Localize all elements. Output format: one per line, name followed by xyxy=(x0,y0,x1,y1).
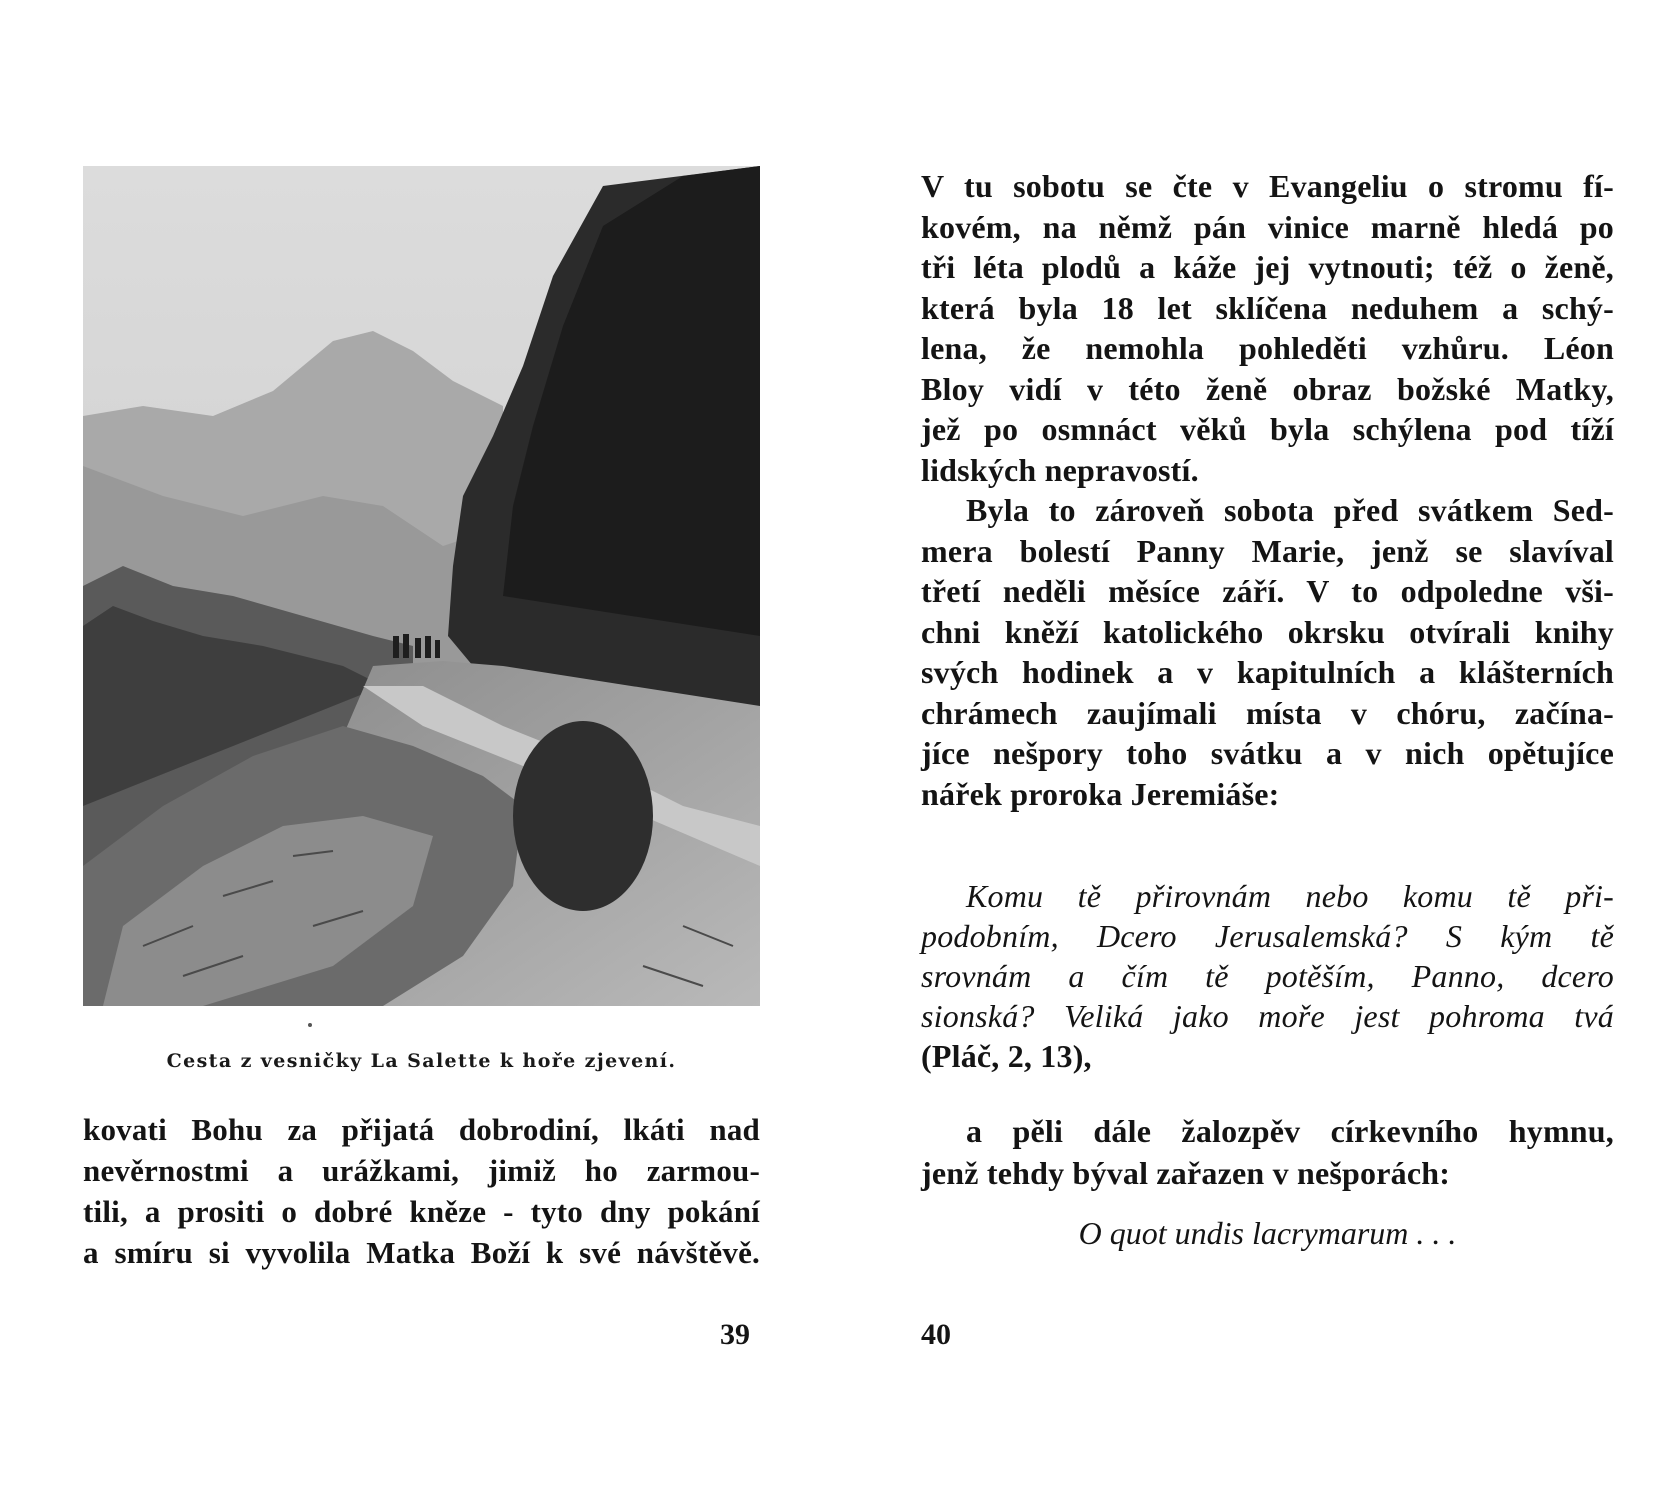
text-line: a pěli dále žalozpěv církevního hymnu, xyxy=(966,1113,1614,1149)
text-line: V tu sobotu se čte v Evangeliu o stromu fí- xyxy=(921,168,1614,204)
text-line: jež po osmnáct věků byla schýlena pod tíží xyxy=(921,411,1614,447)
page-number: 39 xyxy=(720,1318,750,1351)
text-line: nevěrnostmi a urážkami, jimiž ho zarmou- xyxy=(83,1153,760,1188)
text-line: jíce nešpory toho svátku a v nich opětujíce xyxy=(921,735,1614,771)
text-line: jenž tehdy býval zařazen v nešporách: xyxy=(921,1155,1451,1191)
scripture-quote xyxy=(921,876,1614,1076)
text-line: a smíru si vyvolila Matka Boží k své návštěvě. xyxy=(83,1235,760,1270)
text-line: která byla 18 let sklíčena neduhem a schý- xyxy=(921,289,1614,326)
quote-line: srovnám a čím tě potěším, Panno, dcero xyxy=(921,958,1614,994)
text-line: chrámech zaujímali místa v chóru, začína- xyxy=(921,694,1614,731)
photo-caption: Cesta z vesničky La Salette k hoře zjevení. xyxy=(166,1050,677,1072)
text-line: lena, že nemohla pohleděti vzhůru. Léon xyxy=(921,330,1614,366)
closing-paragraph xyxy=(921,1110,1614,1194)
quote-reference: (Pláč, 2, 13), xyxy=(921,1038,1092,1074)
text-line: mera bolestí Panny Marie, jenž se slavíval xyxy=(921,532,1614,569)
quote-line: sionská? Veliká jako moře jest pohroma tvá xyxy=(921,998,1614,1034)
right-body-text xyxy=(921,166,1614,814)
text-line: třetí neděli měsíce září. V to odpoledne vši- xyxy=(921,573,1614,609)
quote-line: podobním, Dcero Jerusalemská? S kým tě xyxy=(921,918,1614,954)
text-line: kovém, na němž pán vinice marně hledá po xyxy=(921,208,1614,245)
text-line: chni kněží katolického okrsku otvírali knihy xyxy=(921,613,1614,650)
text-line: nářek proroka Jeremiáše: xyxy=(921,775,1280,812)
text-line: kovati Bohu za přijatá dobrodiní, lkáti nad xyxy=(83,1112,760,1147)
text-line: tili, a prositi o dobré kněze - tyto dny pokání xyxy=(83,1194,760,1229)
text-line: Bloy vidí v této ženě obraz božské Matky, xyxy=(921,370,1614,407)
text-line: tři léta plodů a káže jej vytnouti; též o ženě, xyxy=(921,249,1614,285)
text-line: lidských nepravostí. xyxy=(921,451,1199,488)
text-line: svých hodinek a v kapitulních a klášterních xyxy=(921,654,1614,690)
hymn-incipit: O quot undis lacrymarum . . . xyxy=(1078,1215,1457,1251)
caption-mark xyxy=(308,1023,312,1027)
text-line: Byla to zároveň sobota před svátkem Sed- xyxy=(966,492,1614,528)
quote-line: Komu tě přirovnám nebo komu tě při- xyxy=(966,878,1614,914)
left-body-text xyxy=(83,1109,760,1273)
photograph-illustration xyxy=(83,166,760,1006)
photograph-mountain-path xyxy=(83,166,760,1006)
page-number: 40 xyxy=(921,1318,951,1351)
